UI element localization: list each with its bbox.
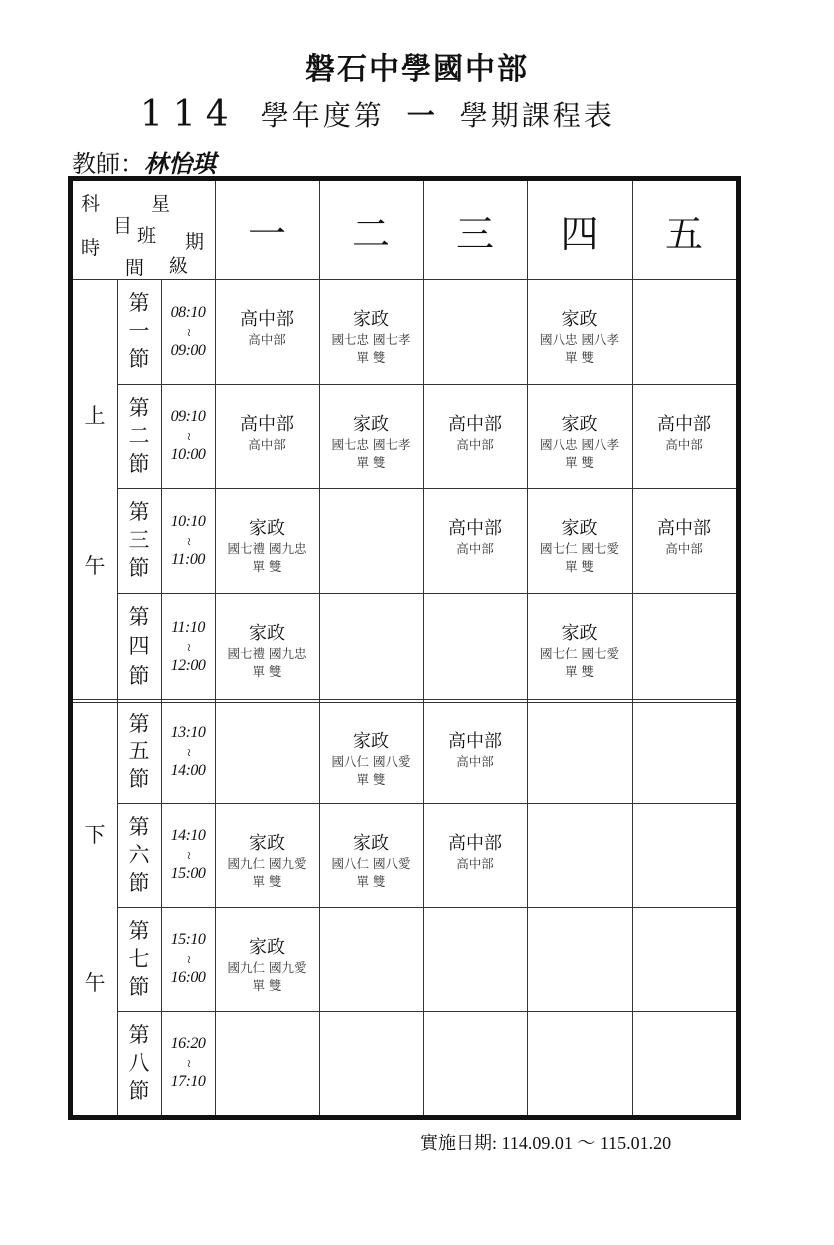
time-separator: ~: [180, 955, 196, 963]
period-char: 第: [128, 290, 150, 315]
time-separator: ~: [180, 851, 196, 859]
half-day-afternoon: [73, 701, 117, 1115]
afternoon-char: 午: [84, 971, 106, 995]
course-class: 高中部: [248, 332, 286, 347]
period-time: [161, 593, 215, 701]
period-char: 節: [128, 870, 150, 895]
course-cell-fri-p2: [632, 384, 736, 488]
period-end-time: 12:00: [170, 657, 206, 674]
period-char: 八: [128, 1050, 150, 1075]
course-cell-thu-p1: [527, 279, 632, 384]
course-cell-thu-p8: [527, 1011, 632, 1115]
period-char: 節: [128, 766, 150, 791]
course-weeks: 單 雙: [565, 559, 594, 574]
period-label: [117, 279, 161, 384]
period-char: 第: [128, 499, 150, 524]
period-time: [161, 279, 215, 384]
course-cell-thu-p6: [527, 803, 632, 907]
course-cell-tue-p3: [319, 488, 423, 593]
course-subject: 家政: [249, 833, 285, 854]
course-cell-fri-p5: [632, 701, 736, 803]
period-char: 第: [128, 814, 150, 839]
grid-line-vertical: [319, 181, 320, 1115]
course-weeks: 單 雙: [356, 455, 386, 470]
course-cell-mon-p4: [215, 593, 319, 701]
time-separator: ~: [180, 327, 196, 336]
term-number: 一: [406, 99, 438, 132]
course-subject: 高中部: [657, 518, 711, 539]
school-year: 114: [140, 93, 239, 135]
course-cell-mon-p8: [215, 1011, 319, 1115]
course-cell-wed-p6: [423, 803, 527, 907]
grid-line-vertical: [632, 181, 633, 1115]
course-weeks: 單 雙: [356, 772, 386, 787]
grid-line-horizontal: [117, 907, 736, 908]
course-weeks: 單 雙: [356, 350, 386, 365]
period-char: 節: [128, 451, 150, 476]
term-title: [140, 92, 615, 136]
period-char: 第: [128, 712, 150, 737]
grid-line-horizontal: [117, 384, 736, 385]
course-cell-wed-p4: [423, 593, 527, 701]
period-char: 第: [128, 918, 150, 943]
period-char: 節: [128, 1078, 150, 1103]
day-header-thu: 四: [560, 211, 599, 256]
course-class: 高中部: [456, 754, 494, 769]
corner-ban: 班: [137, 225, 157, 247]
course-class: 高中部: [665, 541, 703, 556]
course-subject: 家政: [249, 623, 285, 644]
course-weeks: 單 雙: [356, 874, 386, 889]
grid-line-vertical: [423, 181, 424, 1115]
grid-line-vertical: [527, 181, 528, 1115]
course-cell-thu-p2: [527, 384, 632, 488]
period-char: 節: [128, 347, 150, 372]
course-subject: 高中部: [240, 414, 294, 435]
period-char: 節: [128, 663, 150, 688]
period-label: [117, 803, 161, 907]
course-class: 國八仁 國八愛: [331, 856, 411, 871]
term-suffix: 學期課程表: [459, 99, 615, 132]
period-time: [161, 907, 215, 1011]
corner-mu: 目: [113, 215, 133, 237]
course-cell-tue-p7: [319, 907, 423, 1011]
course-cell-mon-p6: [215, 803, 319, 907]
course-subject: 家政: [561, 414, 598, 435]
course-weeks: 單 雙: [565, 350, 594, 365]
noon-divider-line: [73, 699, 736, 700]
period-time: [161, 1011, 215, 1115]
course-cell-tue-p6: [319, 803, 423, 907]
course-subject: 高中部: [448, 731, 502, 752]
course-subject: 家政: [561, 309, 598, 330]
period-end-time: 11:00: [171, 550, 205, 568]
course-class: 國九仁 國九愛: [227, 856, 307, 871]
course-cell-fri-p7: [632, 907, 736, 1011]
course-cell-tue-p4: [319, 593, 423, 701]
period-end-time: 14:00: [170, 762, 206, 779]
period-label: [117, 701, 161, 803]
course-subject: 家政: [353, 833, 389, 854]
period-end-time: 15:00: [170, 865, 206, 882]
period-time: [161, 488, 215, 593]
term-prefix: 學年度第: [260, 99, 385, 132]
time-separator: ~: [180, 1059, 196, 1067]
course-weeks: 單 雙: [252, 978, 282, 993]
teacher-label: 教師：: [72, 150, 144, 178]
course-cell-fri-p3: [632, 488, 736, 593]
time-separator: ~: [180, 748, 196, 756]
afternoon-char: 下: [84, 823, 106, 847]
course-subject: 高中部: [448, 833, 502, 854]
course-cell-wed-p1: [423, 279, 527, 384]
course-cell-fri-p4: [632, 593, 736, 701]
period-label: [117, 384, 161, 488]
course-cell-mon-p5: [215, 701, 319, 803]
period-time: [161, 701, 215, 803]
course-subject: 高中部: [448, 518, 502, 539]
period-end-time: 16:00: [170, 969, 206, 986]
effective-label: 實施日期:: [420, 1133, 498, 1153]
course-cell-thu-p7: [527, 907, 632, 1011]
morning-char: 午: [84, 554, 106, 579]
course-cell-mon-p7: [215, 907, 319, 1011]
course-cell-wed-p8: [423, 1011, 527, 1115]
course-cell-fri-p8: [632, 1011, 736, 1115]
course-subject: 家政: [561, 518, 598, 539]
course-cell-thu-p3: [527, 488, 632, 593]
course-class: 國七禮 國九忠: [227, 541, 307, 556]
course-subject: 高中部: [448, 414, 502, 435]
course-subject: 高中部: [657, 414, 711, 435]
corner-header: [73, 181, 215, 279]
course-class: 高中部: [456, 541, 494, 556]
course-cell-tue-p8: [319, 1011, 423, 1115]
period-start-time: 16:20: [170, 1035, 206, 1052]
period-char: 第: [128, 395, 150, 420]
morning-char: 上: [84, 403, 106, 428]
half-day-morning: [73, 279, 117, 701]
course-cell-wed-p5: [423, 701, 527, 803]
day-header-fri: 五: [664, 211, 703, 256]
course-subject: 家政: [561, 623, 598, 644]
course-class: 高中部: [456, 856, 494, 871]
course-class: 高中部: [248, 437, 286, 452]
course-cell-wed-p2: [423, 384, 527, 488]
corner-ke: 科: [81, 193, 101, 215]
grid-line-horizontal: [117, 488, 736, 489]
time-separator: ~: [180, 536, 196, 545]
period-start-time: 08:10: [170, 303, 206, 321]
course-cell-thu-p4: [527, 593, 632, 701]
grid-line-horizontal: [117, 593, 736, 594]
period-char: 七: [128, 946, 150, 971]
course-weeks: 單 雙: [565, 664, 594, 679]
course-cell-tue-p2: [319, 384, 423, 488]
grid-line-vertical: [161, 279, 162, 1115]
grid-line-vertical: [215, 181, 216, 1115]
corner-ji: 級: [169, 255, 189, 277]
grid-line-horizontal: [117, 803, 736, 804]
period-label: [117, 1011, 161, 1115]
course-class: 高中部: [665, 437, 703, 452]
period-time: [161, 384, 215, 488]
period-char: 第: [128, 1022, 150, 1047]
period-label: [117, 907, 161, 1011]
period-start-time: 10:10: [170, 512, 206, 530]
period-end-time: 09:00: [170, 341, 206, 359]
period-start-time: 09:10: [170, 408, 206, 425]
period-char: 三: [128, 527, 150, 552]
time-separator: ~: [180, 432, 196, 440]
corner-jian: 間: [125, 257, 145, 279]
corner-xing: 星: [151, 193, 171, 215]
course-class: 國七忠 國七孝: [331, 332, 411, 347]
time-separator: ~: [180, 643, 196, 651]
period-start-time: 11:10: [171, 619, 205, 636]
course-subject: 家政: [353, 414, 389, 435]
course-cell-thu-p5: [527, 701, 632, 803]
grid-line-vertical: [117, 279, 118, 1115]
period-char: 節: [128, 974, 150, 999]
corner-shi: 時: [81, 237, 101, 259]
course-class: 高中部: [456, 437, 494, 452]
noon-divider-line: [73, 702, 736, 703]
course-subject: 家政: [353, 731, 389, 752]
course-subject: 家政: [353, 309, 389, 330]
course-cell-wed-p3: [423, 488, 527, 593]
course-subject: 家政: [249, 518, 285, 539]
period-char: 節: [128, 556, 150, 581]
course-cell-fri-p6: [632, 803, 736, 907]
period-start-time: 14:10: [170, 827, 206, 844]
course-class: 國七禮 國九忠: [227, 646, 307, 661]
course-class: 國八仁 國八愛: [331, 754, 411, 769]
course-class: 國八忠 國八孝: [540, 332, 619, 347]
period-start-time: 15:10: [170, 931, 206, 948]
course-weeks: 單 雙: [252, 874, 282, 889]
day-header-tue: 二: [351, 211, 390, 256]
course-class: 國八忠 國八孝: [540, 437, 619, 452]
teacher-name: 林怡琪: [144, 149, 216, 178]
period-time: [161, 803, 215, 907]
course-cell-mon-p1: [215, 279, 319, 384]
grid-line-horizontal: [73, 279, 736, 280]
period-char: 二: [128, 423, 150, 448]
grid-line-horizontal: [117, 1011, 736, 1012]
period-char: 第: [128, 605, 150, 630]
course-weeks: 單 雙: [252, 664, 282, 679]
period-label: [117, 488, 161, 593]
effective-dates: [420, 1129, 671, 1155]
course-class: 國七仁 國七愛: [540, 541, 619, 556]
timetable: [68, 176, 741, 1120]
period-end-time: 17:10: [170, 1073, 206, 1090]
period-char: 五: [128, 739, 150, 764]
course-cell-tue-p1: [319, 279, 423, 384]
course-class: 國七忠 國七孝: [331, 437, 411, 452]
school-title: 磐石中學國中部: [305, 52, 529, 87]
period-label: [117, 593, 161, 701]
period-char: 四: [128, 634, 150, 659]
course-cell-fri-p1: [632, 279, 736, 384]
day-header-mon: 一: [247, 211, 286, 256]
teacher-line: [72, 144, 216, 179]
course-cell-wed-p7: [423, 907, 527, 1011]
period-start-time: 13:10: [170, 724, 206, 741]
corner-qi: 期: [185, 231, 205, 253]
course-cell-tue-p5: [319, 701, 423, 803]
period-char: 六: [128, 842, 150, 867]
course-weeks: 單 雙: [252, 559, 282, 574]
period-end-time: 10:00: [170, 446, 206, 463]
course-subject: 家政: [249, 937, 285, 958]
effective-range: 114.09.01 ～ 115.01.20: [501, 1133, 672, 1153]
course-subject: 高中部: [240, 309, 294, 330]
period-char: 一: [128, 318, 150, 343]
course-class: 國九仁 國九愛: [227, 960, 307, 975]
day-header-wed: 三: [455, 211, 494, 256]
course-class: 國七仁 國七愛: [540, 646, 619, 661]
course-cell-mon-p3: [215, 488, 319, 593]
course-cell-mon-p2: [215, 384, 319, 488]
course-weeks: 單 雙: [565, 455, 594, 470]
